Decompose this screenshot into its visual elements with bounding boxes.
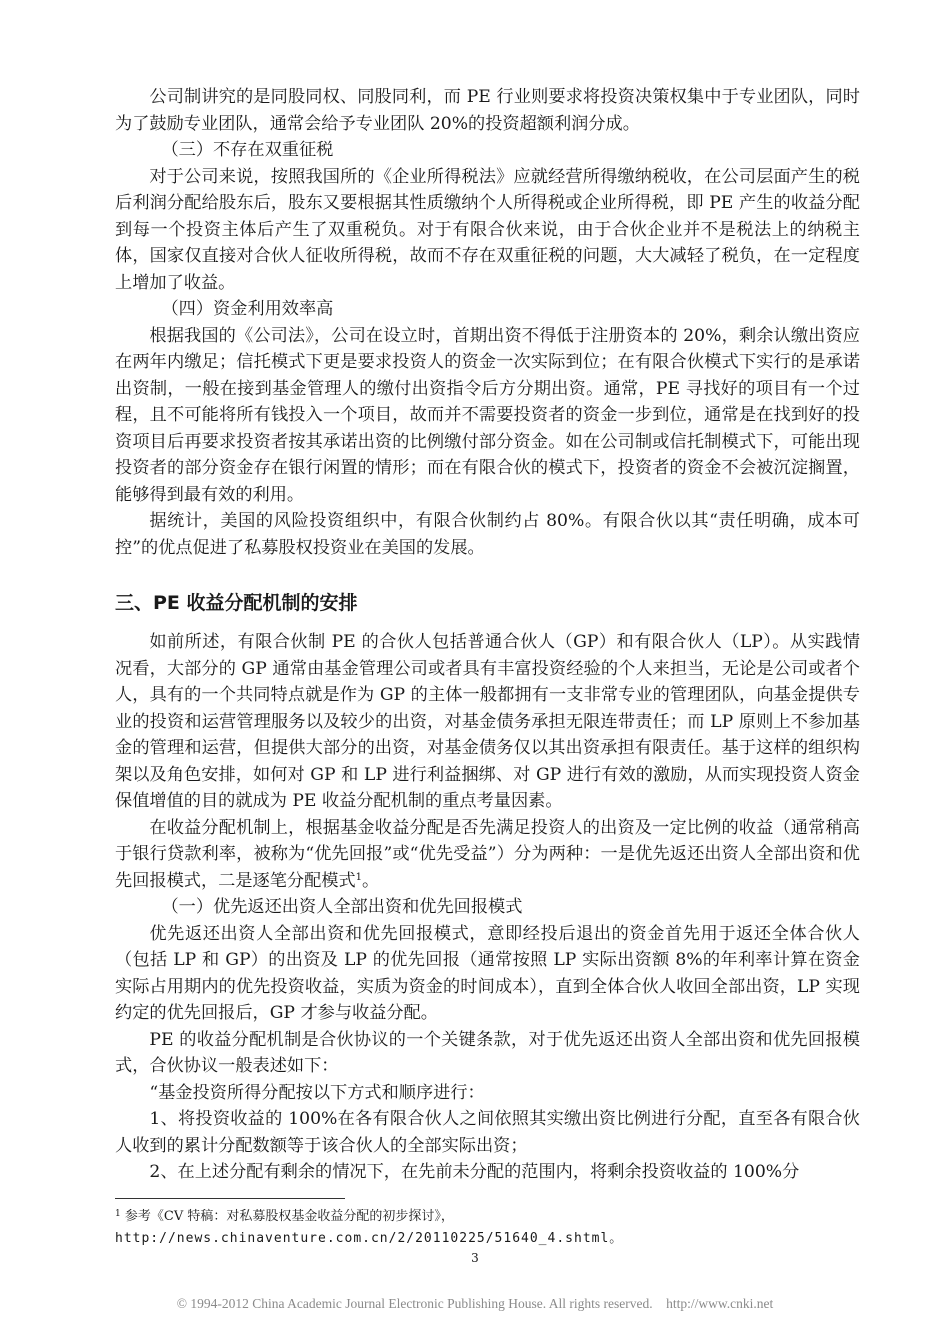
footnote-marker[interactable]: 1 <box>355 871 363 883</box>
paragraph: 据统计，美国的风险投资组织中，有限合伙制约占 80%。有限合伙以其“责任明确，成本可控”的优点促进了私募股权投资业在美国的发展。 <box>115 511 860 558</box>
list-item: 1、将投资收益的 100%在各有限合伙人之间依照其实缴出资比例进行分配，直至各有限合伙人收到的累计分配数额等于该合伙人的全部实际出资； <box>115 1109 860 1156</box>
page-body <box>115 84 860 1186</box>
copyright-notice: © 1994-2012 China Academic Journal Electronic Publishing House. All rights reserved. http://www.cnki.net <box>176 1296 774 1311</box>
paragraph <box>115 815 860 895</box>
quote-paragraph: “基金投资所得分配按以下方式和顺序进行： <box>149 1082 485 1103</box>
paragraph-end: 。 <box>362 870 380 891</box>
page-number: 3 <box>471 1251 479 1265</box>
section-heading: （一）优先返还出资人全部出资和优先回报模式 <box>161 897 523 917</box>
footnote-line <box>115 1206 860 1228</box>
paragraph: PE 的收益分配机制是合伙协议的一个关键条款，对于优先返还出资人全部出资和优先回报模式，合伙协议一般表述如下： <box>115 1029 861 1076</box>
paragraph: 对于公司来说，按照我国所的《企业所得税法》应就经营所得缴纳税收，在公司层面产生的税后利润分配给股东后，股东又要根据其性质缴纳个人所得税或企业所得税，即 PE 产生的收益分配到每一个投资主体后产生了双重税负。对于有限合伙来说，由于合伙企业并不是税法上的纳税主体，国家仅直接对合伙人征收所得税，故而不存在双重征税的问题，大大减轻了税负，在一定程度上增加了收益。 <box>115 166 860 293</box>
paragraph-text: 在收益分配机制上，根据基金收益分配是否先满足投资人的出资及一定比例的收益（通常稍高于银行贷款利率，被称为“优先回报”或“优先受益”）分为两种：一是优先返还出资人全部出资和优先回报模式，二是逐笔分配模式 <box>115 817 860 891</box>
chapter-heading: 三、PE 收益分配机制的安排 <box>115 592 358 614</box>
paragraph: 根据我国的《公司法》，公司在设立时，首期出资不得低于注册资本的 20%，剩余认缴出资应在两年内缴足；信托模式下更是要求投资人的资金一次实际到位；在有限合伙模式下实行的是承诺出资制，一般在接到基金管理人的缴付出资指令后方分期出资。通常，PE 寻找好的项目有一个过程，且不可能将所有钱投入一个项目，故而并不需要投资者的资金一步到位，通常是在找到好的投资项目后再要求投资者按其承诺出资的比例缴付部分资金。如在公司制或信托制模式下，可能出现投资者的部分资金存在银行闲置的情形；而在有限合伙的模式下，投资者的资金不会被沉淀搁置，能够得到最有效的利用。 <box>115 325 860 505</box>
footnote-number: 1 <box>115 1209 121 1219</box>
section-heading: （三）不存在双重征税 <box>161 140 334 160</box>
paragraph: 如前所述，有限合伙制 PE 的合伙人包括普通合伙人（GP）和有限合伙人（LP）。从实践情况看，大部分的 GP 通常由基金管理公司或者具有丰富投资经验的个人来担当，无论是公司或者个人，具有的一个共同特点就是作为 GP 的主体一般都拥有一支非常专业的管理团队，向基金提供专业的投资和运营管理服务以及较少的出资，对基金债务承担无限连带责任；而 LP 原则上不参加基金的管理和运营，但提供大部分的出资，对基金债务仅以其出资承担有限责任。基于这样的组织构架以及角色安排，如何对 GP 和 LP 进行利益捆绑、对 GP 进行有效的激励，从而实现投资人资金保值增值的目的就成为 PE 收益分配机制的重点考量因素。 <box>115 632 860 811</box>
footnote-text: 参考《CV 特稿：对私募股权基金收益分配的初步探讨》， <box>124 1209 454 1224</box>
paragraph: 公司制讲究的是同股同权、同股同利，而 PE 行业则要求将投资决策权集中于专业团队，同时为了鼓励专业团队，通常会给予专业团队 20%的投资超额利润分成。 <box>115 87 860 134</box>
list-item: 2、在上述分配有剩余的情况下，在先前未分配的范围内，将剩余投资收益的 100%分 <box>149 1162 800 1182</box>
section-heading: （四）资金利用效率高 <box>161 299 334 319</box>
footnote-url[interactable]: http://news.chinaventure.com.cn/2/20110225/51640_4.shtml。 <box>115 1231 624 1246</box>
paragraph: 优先返还出资人全部出资和优先回报模式，意即经投后退出的资金首先用于返还全体合伙人（包括 LP 和 GP）的出资及 LP 的优先回报（通常按照 LP 实际出资额 8%的年利率计算在资金实际占用期内的优先投资收益，实质为资金的时间成本），直到全体合伙人收回全部出资，LP 实现约定的优先回报后，GP 才参与收益分配。 <box>115 923 860 1023</box>
footnote-divider <box>115 1198 345 1199</box>
footnote <box>115 1206 860 1250</box>
